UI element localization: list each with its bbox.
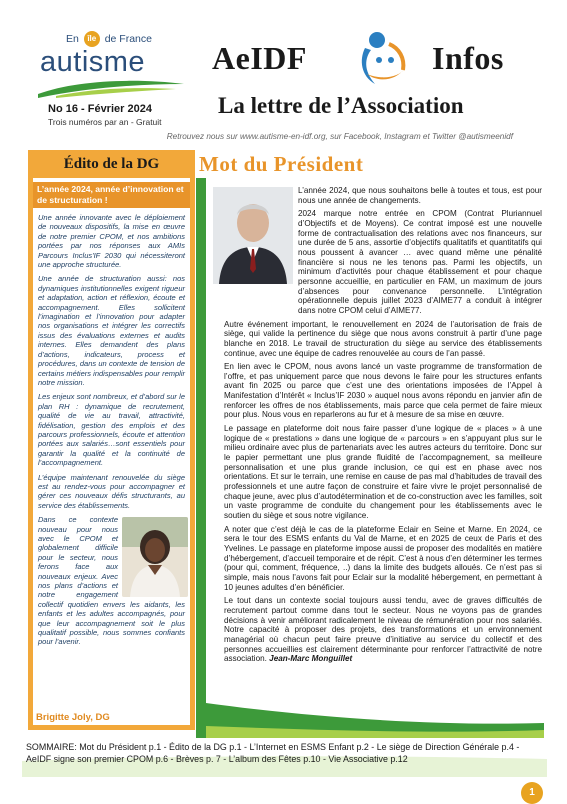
masthead-title-left: AeIDF <box>212 40 307 76</box>
find-us-line: Retrouvez nous sur www.autisme-en-idf.org, sur Facebook, Instagram et Twitter @autismeenidf <box>166 132 513 141</box>
president-paragraph <box>224 596 542 664</box>
dg-portrait-photo <box>122 517 188 597</box>
logo-autisme: autisme <box>40 46 146 78</box>
edito-paragraph: Une année innovante avec le déploiement de nouveaux dispositifs, la mise en œuvre de notre premier CPOM, et nos ambitions portées par nos réponses aux AMIs Parcours Inclus'IF 2030 qui nécessiteront une approche structurée. <box>38 213 185 270</box>
edito-body <box>33 178 190 725</box>
edito-paragraph: Les enjeux sont nombreux, et d’abord sur le plan RH : dynamique de recrutement, qualité de vie au travail, attractivité, fidélisation, gestion des emplois et des parcours professionnels, écoute et attention portées aux salariés…sont essentiels pour garantir la qualité et la continuité de l’accompagnement. <box>38 392 185 468</box>
president-paragraph: 2024 marque notre entrée en CPOM (Contrat Pluriannuel d’Objectifs et de Moyens). Ce contrat imposé est une nouvelle forme de contractualisation des relations avec nos financeurs, sur une durée de 5 ans, assortie d’objectifs qualitatifs et quantitatifs qui nous poussent à avancer … avec quand même une pénalité financière si nous ne les tenons pas. Parmi les objectifs, un minimum d’activités pour chaque établissement et pour chaque personne accueillie, en particulier en FAM, un maximum de jours d’absences pour convenance personnelle. L’intégration opérationnelle depuis juillet 2023 d’AIME77 a conduit à intégrer dans notre CPOM celui d’AIME77. <box>298 209 542 315</box>
issue-number: No 16 - Février 2024 <box>48 103 152 115</box>
president-signature: Jean-Marc Monguillet <box>269 654 353 664</box>
table-of-contents: SOMMAIRE: Mot du Président p.1 - Édito de la DG p.1 - L’Internet en ESMS Enfant p.2 - Le siège de Direction Générale p.4 - AeIDF signe son premier CPOM p.6 - Brèves p. 7 - L’album des Fêtes p.10 - Vie Associative p.12 <box>26 742 520 764</box>
logo-region-text <box>66 31 152 47</box>
logo-region-suffix: de France <box>104 32 152 45</box>
edito-sidebar <box>28 150 195 730</box>
president-paragraph: Le passage en plateforme doit nous faire passer d’une logique de « places » à une logique de « prestations » dans une logique de « parcours » en s’appuyant plus sur le milieu ordinaire avec plus de partenariats avec les autres acteurs du territoire. Donc sur le papier permettant une plus grande fluidité de l’accompagnement, sa meilleure personnalisation et une plus grande inclusion, ce qui est en phase avec nos orientations. Et sur le terrain, une remise en cause de pas mal d’habitudes de travail des professionnels et une autre façon de construire et faire vivre le projet personnalisé de chaque jeune, avec plus d’autodétermination et de co-construction avec les familles, soit un vaste programme de conduite du changement pour les établissements avec le soutien du siège et sous notre vigilance. <box>224 424 542 520</box>
masthead-title-right: Infos <box>432 40 504 76</box>
logo-region-prefix: En <box>66 32 79 45</box>
president-body <box>224 186 542 668</box>
masthead-subtitle: La lettre de l’Association <box>218 93 464 118</box>
president-paragraph: L’année 2024, que nous souhaitons belle à toutes et tous, est pour nous une année de changements. <box>298 186 542 205</box>
president-paragraph-text: Le tout dans un contexte social toujours aussi tendu, avec de graves difficultés de recrutement partout comme dans tout le secteur. Nous ne voyons pas de grandes décisions à venir améliorant radicalement le niveau de rémunération pour nos salariés. Notre capacité à proposer des projets, des transformations et un environnement managérial où chacun peut faire preuve d’initiative au service du collectif et des personnes accueillies est clairement déterminante pour renforcer l’attractivité de notre association. <box>224 596 542 664</box>
edito-paragraph: Une année de structuration aussi: nos dynamiques institutionnelles exigent rigueur et adaptation, action et réflexion, écoute et accompagnement. Elles sollicitent l’imagination et l’innovation pour adapter nos organisations et intégrer les correctifs issus des évaluations externes et audits internes. Elles demandent des plans d’actions, indicateurs, process et procédures, dans un contexte de tension de certains métiers indispensables pour remplir notre mission. <box>38 274 185 387</box>
issue-frequency: Trois numéros par an - Gratuit <box>48 117 162 127</box>
president-title: Mot du Président <box>199 152 364 176</box>
edito-title: Édito de la DG <box>63 156 160 172</box>
edito-signature: Brigitte Joly, DG <box>36 712 110 723</box>
edito-paragraph: Dans ce contexte nouveau pour nous avec le CPOM et globalement difficile pour le secteur, nous ferons face aux nouveaux enjeux. Avec nos plans d’actions et notre engagement collectif quotidien envers les aidants, les enfants et les adultes accompagnés, pour que leur accompagnement soit le plus qualitatif possible, nous sommes confiants pour l’avenir. <box>38 515 185 647</box>
president-paragraph: Autre événement important, le renouvellement en 2024 de l’autorisation de frais de siège, qui valide la pertinence du siège que nous avons construit à partir d’une page blanche en 2018. Le travail de structuration du siège au service des établissements continue, avec une équipe de cadres renouvelée au cours de l’an passé. <box>224 319 542 358</box>
page-number: 1 <box>521 782 543 804</box>
edito-paragraph: L’équipe maintenant renouvelée du siège est au rendez-vous pour accompagner et gérer ces nouveaux défis structurants, au service des établissements. <box>38 472 185 510</box>
president-paragraph: En lien avec le CPOM, nous avons lancé un vaste programme de transformation de l’offre, et pas uniquement parce que nous devons le faire pour les structures enfants avant fin 2025 ou parce que c’est une des orientations imposées de l’Appel à Manifestation d’Intérêt « Inclus’IF 2030 » auquel nous avons répondu en janvier afin de renforcer les offres de nos établissements, mais parce que cela permet de faire mieux pour plus. Nous vous en reparlerons au fur et à mesure de sa mise en œuvre. <box>224 362 542 420</box>
newsletter-header <box>0 0 567 150</box>
president-paragraph: A noter que c’est déjà le cas de la plateforme Eclair en Seine et Marne. En 2024, ce sera le tour des ESMS enfants du Val de Marne, et en 2025 de ceux de Paris et des Yvelines. Le passage en plateforme impose aussi de proposer des modalités en matière d’hébergement, d’accueil temporaire et de répit. C’est à nous d’en déterminer les termes (pour qui, comment, fréquence, ..) dans la limite des budgets alloués. Ce n’est pas si simple, mais nous l’avons fait pour Eclair sur la modalité hébergement, en permettant à 10 jeunes adultes d’en bénéficier. <box>224 524 542 592</box>
edito-lead: L’année 2024, année d’innovation et de structuration ! <box>33 182 190 208</box>
mascot-logo-icon <box>355 30 417 96</box>
logo-ile-badge: île <box>84 31 100 47</box>
logo-swoosh-icon <box>36 76 186 100</box>
